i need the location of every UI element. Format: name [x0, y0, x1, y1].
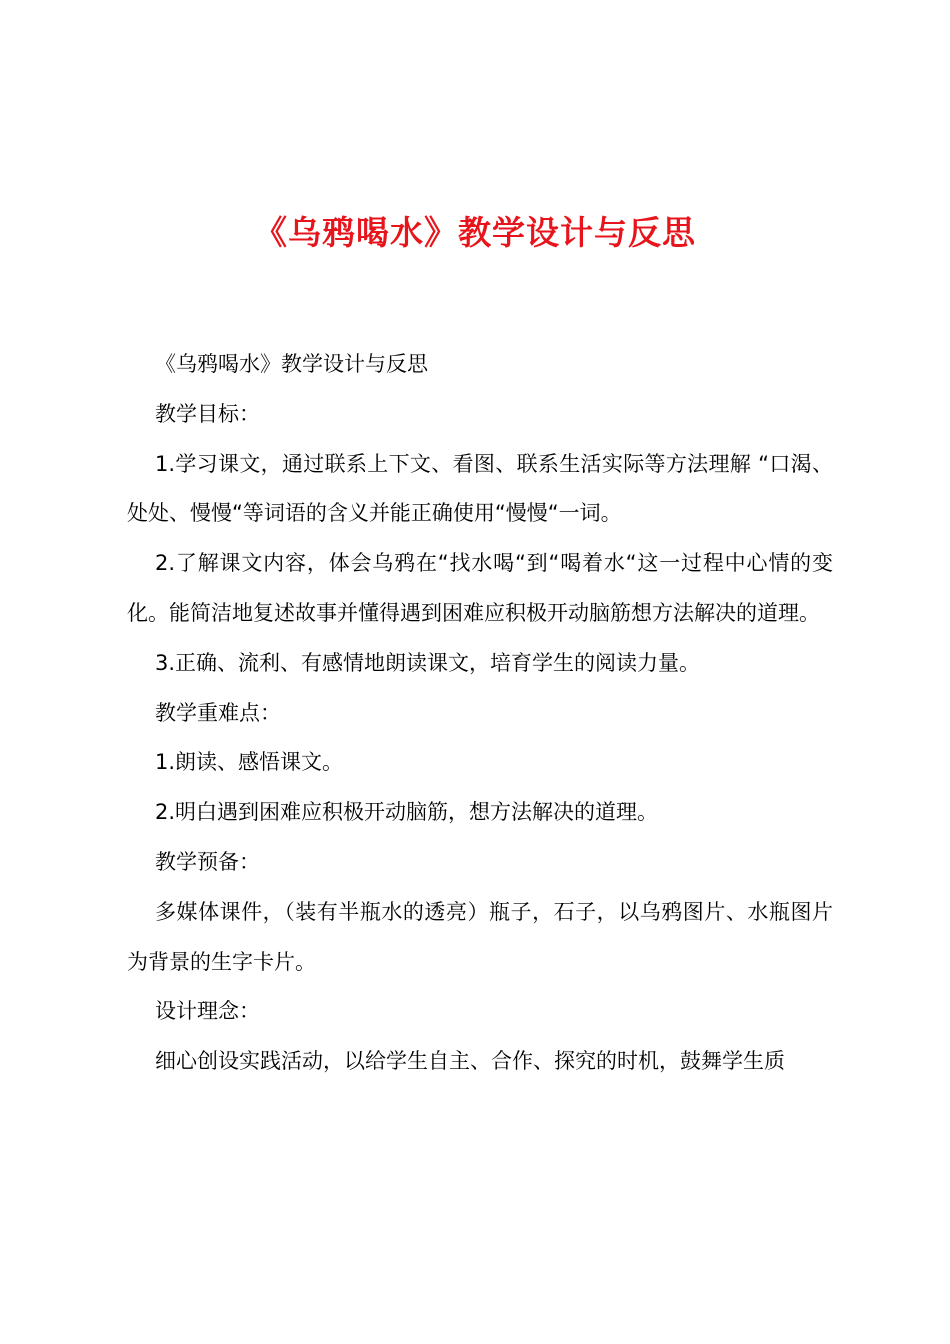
paragraph-concept-body: 细心创设实践活动，以给学生自主、合作、探究的时机，鼓舞学生质 [155, 1049, 785, 1074]
paragraph-key-point-2: 2.明白遇到困难应积极开动脑筋，想方法解决的道理。 [155, 800, 659, 825]
paragraph-objective-2: 2.了解课文内容，体会乌鸦在“找水喝“到“喝着水“这一过程中心情的变化。能简洁地复述故事并懂得遇到困难应积极开动脑筋想方法解决的道理。 [127, 551, 833, 625]
paragraph-subtitle: 《乌鸦喝水》教学设计与反思 [155, 352, 428, 376]
paragraph-preparation-heading: 教学预备： [155, 849, 260, 874]
paragraph-objectives-heading: 教学目标： [155, 401, 260, 426]
paragraph-objective-3: 3.正确、流利、有感情地朗读课文，培育学生的阅读力量。 [155, 650, 701, 675]
document-title: 《乌鸦喝水》教学设计与反思 [254, 213, 696, 252]
document-body [127, 340, 833, 1087]
paragraph-concept-heading: 设计理念： [155, 999, 260, 1024]
paragraph-objective-1: 1.学习课文，通过联系上下文、看图、联系生活实际等方法理解 “口渴、处处、慢慢“等词语的含义并能正确使用“慢慢“一词。 [127, 451, 833, 526]
paragraph-key-point-1: 1.朗读、感悟课文。 [155, 750, 344, 775]
paragraph-key-points-heading: 教学重难点： [155, 700, 281, 725]
paragraph-preparation-body: 多媒体课件，（装有半瓶水的透亮）瓶子，石子，以乌鸦图片、水瓶图片为背景的生字卡片。 [127, 899, 833, 974]
